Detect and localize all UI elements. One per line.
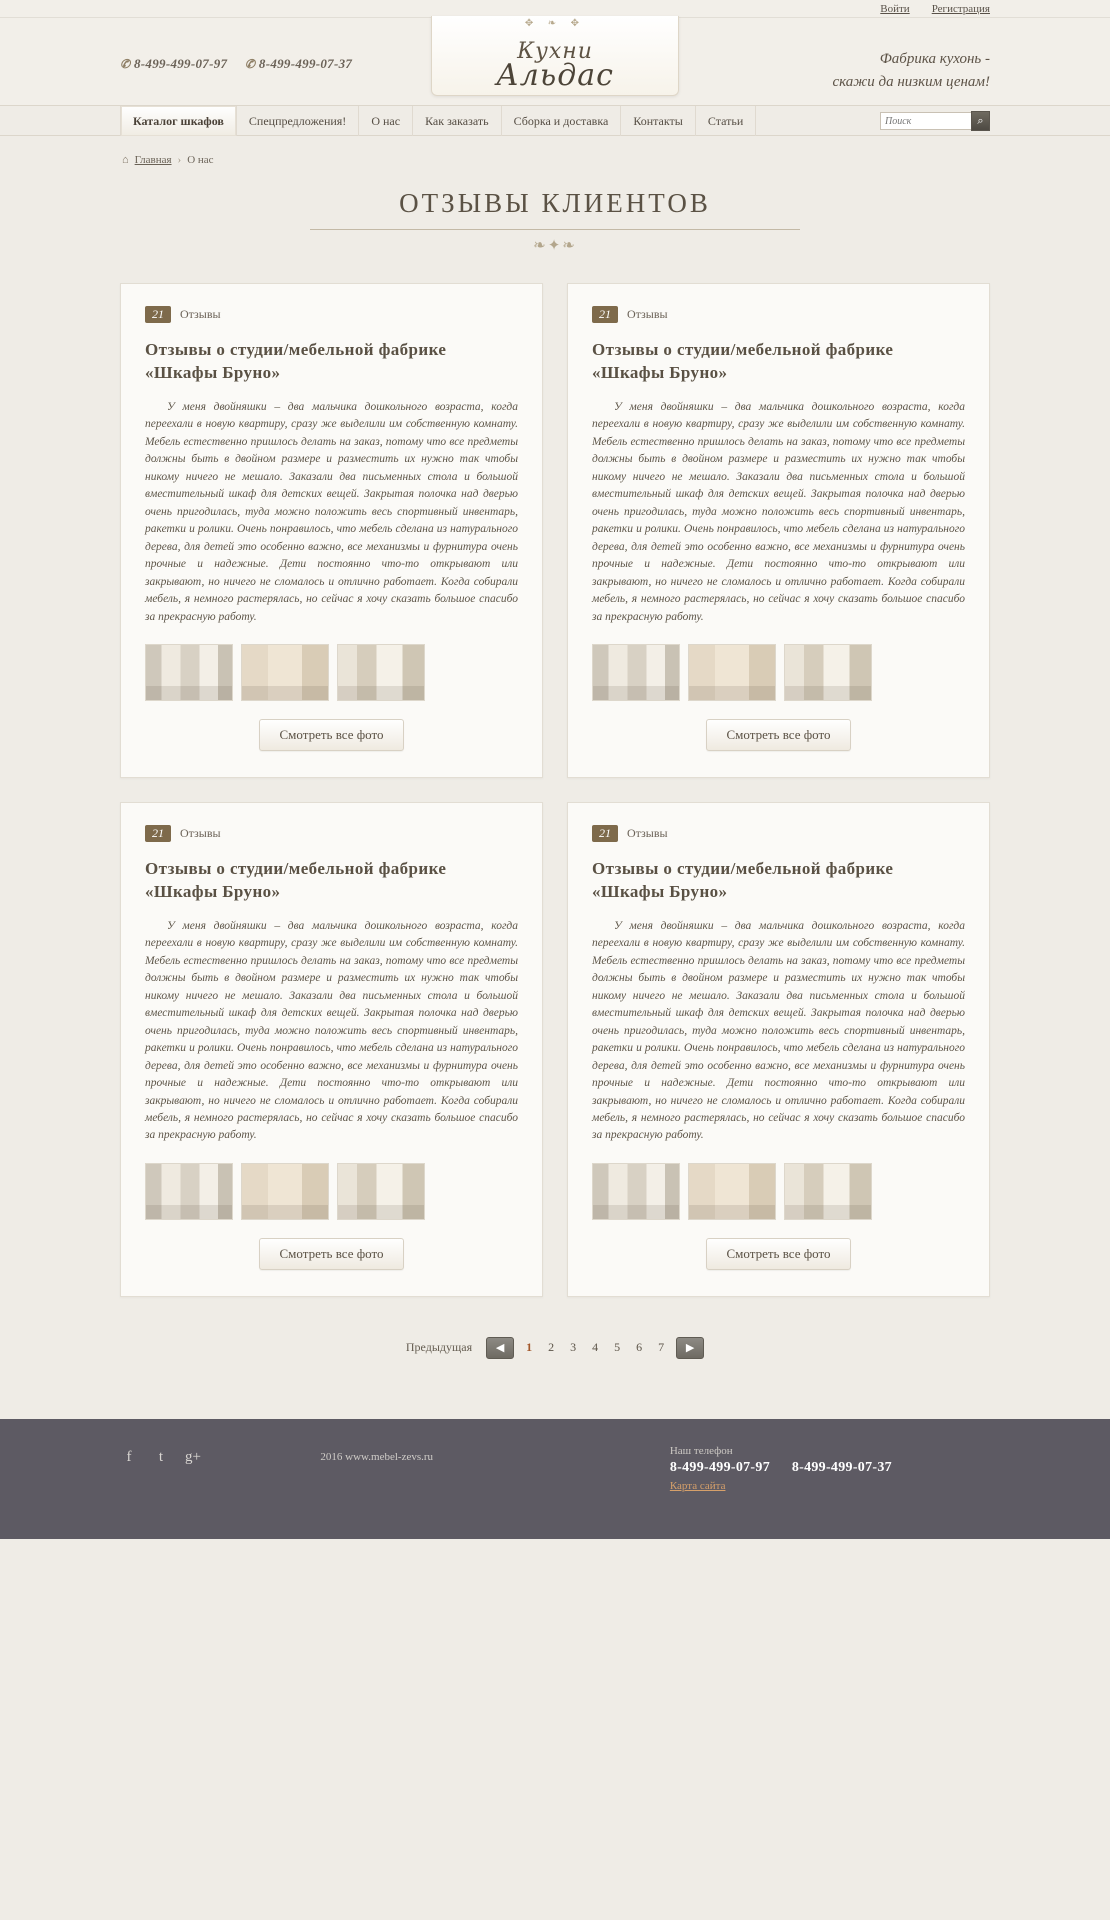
logo-line-1: Кухни (517, 39, 593, 64)
nav-item-label: Контакты (633, 113, 683, 128)
chevron-right-icon[interactable]: ▶ (676, 1337, 704, 1359)
review-count-badge: 21 (145, 306, 171, 323)
breadcrumb-separator: › (177, 154, 182, 166)
sitemap-link[interactable]: Карта сайта (669, 1479, 726, 1492)
slogan-line-1: Фабрика кухонь - (879, 51, 990, 67)
review-text: У меня двойняшки – два мальчика дошкольного возраста, когда переехали в новую квартиру, сразу же выделили им собственную комнату. Мебель естественно пришлось делать на заказ, потому что все предметы должны быть в двойном размере и разместить их нужно так чтобы никому ничего не мешало. Заказали два письменных стола и большой вместительный шкаф для детских вещей. Закрытая полочка над дверью очень пригодилась, туда можно положить весь спортивный инвентарь, ракетки и ролики. Очень понравилось, что мебель сделана из натурального дерева, для детей это особенно важно, все механизмы и фурнитура очень прочные и надежные. Дети постоянно что-то открывают или закрывают, но ничего не сломалось и отлично работает. Когда собирали мебель, я немного растерялась, но сейчас я хочу сказать большое спасибо за прекрасную работу. (592, 400, 965, 623)
pagination-page-7[interactable]: 7 (658, 1340, 665, 1355)
nav-item-label: Спецпредложения! (248, 113, 347, 128)
thumbnail-image[interactable] (145, 644, 233, 701)
thumbnail-image[interactable] (688, 644, 776, 701)
review-title: Отзывы о студии/мебельной фабрике «Шкафы Бруно» (145, 340, 447, 382)
search-icon[interactable]: ⌕ (971, 111, 990, 131)
chevron-left-icon[interactable]: ◀ (486, 1337, 514, 1359)
breadcrumb-home-link[interactable]: Главная (134, 154, 172, 166)
pagination-page-5[interactable]: 5 (614, 1340, 621, 1355)
review-card-header (145, 306, 518, 323)
review-card (567, 802, 990, 1297)
logo-line-2: Альдас (496, 58, 614, 93)
review-thumbnails (592, 1163, 965, 1220)
review-card-actions (592, 719, 965, 751)
review-badge-label: Отзывы (627, 307, 668, 321)
review-card-actions (592, 1238, 965, 1270)
thumbnail-image[interactable] (337, 1163, 425, 1220)
nav-item-label: Как заказать (425, 113, 489, 128)
header-slogan (832, 48, 990, 93)
header-phone-2[interactable] (245, 56, 352, 71)
pagination-page-6[interactable]: 6 (636, 1340, 643, 1355)
twitter-icon[interactable]: t (158, 1449, 164, 1466)
copyright-text: 2016 www.mebel-zevs.ru (320, 1450, 434, 1463)
review-badge-label: Отзывы (180, 307, 221, 321)
review-card-header (592, 825, 965, 842)
review-card-header (145, 825, 518, 842)
review-thumbnails (145, 644, 518, 701)
footer-phones (670, 1460, 910, 1476)
thumbnail-image[interactable] (592, 1163, 680, 1220)
title-ornament: ❧✦❧ (533, 238, 577, 254)
google-plus-icon[interactable]: g+ (185, 1449, 201, 1466)
page-title: ОТЗЫВЫ КЛИЕНТОВ (399, 188, 711, 218)
review-text: У меня двойняшки – два мальчика дошкольного возраста, когда переехали в новую квартиру, сразу же выделили им собственную комнату. Мебель естественно пришлось делать на заказ, потому что все предметы должны быть в двойном размере и разместить их нужно так чтобы никому ничего не мешало. Заказали два письменных стола и большой вместительный шкаф для детских вещей. Закрытая полочка над дверью очень пригодилась, туда можно положить весь спортивный инвентарь, ракетки и ролики. Очень понравилось, что мебель сделана из натурального дерева, для детей это особенно важно, все механизмы и фурнитура очень прочные и надежные. Дети постоянно что-то открывают или закрывают, но ничего не сломалось и отлично работает. Когда собирали мебель, я немного растерялась, но сейчас я хочу сказать большое спасибо за прекрасную работу. (592, 919, 965, 1142)
register-link[interactable]: Регистрация (931, 2, 990, 15)
review-card (120, 283, 543, 778)
site-header (0, 18, 1110, 106)
review-card-header (592, 306, 965, 323)
review-card-actions (145, 1238, 518, 1270)
footer-sitemap (670, 1480, 910, 1492)
reviews-grid (120, 283, 990, 1297)
nav-item-about[interactable] (359, 106, 413, 136)
view-all-photos-button[interactable]: Смотреть все фото (259, 1238, 405, 1270)
header-phone-1-value: 8-499-499-07-97 (134, 56, 228, 71)
review-badge-label: Отзывы (627, 825, 668, 840)
thumbnail-image[interactable] (784, 644, 872, 701)
footer-contacts (670, 1445, 990, 1492)
nav-item-label: Сборка и доставка (513, 113, 609, 128)
site-logo[interactable] (431, 16, 679, 96)
phone-icon: ✆ (120, 57, 131, 71)
nav-item-contacts[interactable] (621, 106, 696, 136)
site-footer (0, 1419, 1110, 1539)
nav-item-assembly-delivery[interactable] (502, 106, 622, 136)
breadcrumb (120, 154, 990, 166)
slogan-line-2: скажи да низким ценам! (832, 73, 990, 90)
review-thumbnails (592, 644, 965, 701)
pagination-page-1[interactable]: 1 (526, 1340, 533, 1355)
review-count-badge: 21 (145, 825, 171, 842)
phone-icon: ✆ (244, 57, 256, 71)
login-link[interactable]: Войти (880, 2, 910, 15)
nav-item-how-to-order[interactable] (413, 106, 502, 136)
review-title: Отзывы о студии/мебельной фабрике «Шкафы Бруно» (592, 858, 894, 901)
pagination (120, 1337, 990, 1359)
thumbnail-image[interactable] (241, 644, 329, 701)
thumbnail-image[interactable] (592, 644, 680, 701)
view-all-photos-button[interactable]: Смотреть все фото (706, 719, 852, 751)
search-area (870, 106, 990, 136)
title-divider (310, 229, 800, 230)
nav-item-label: Статьи (707, 113, 744, 128)
nav-item-catalog[interactable] (120, 106, 237, 136)
nav-item-articles[interactable] (696, 106, 756, 136)
footer-phone-2[interactable]: 8-499-499-07-37 (791, 1459, 892, 1475)
nav-item-label: О нас (371, 113, 401, 128)
review-text: У меня двойняшки – два мальчика дошкольного возраста, когда переехали в новую квартиру, сразу же выделили им собственную комнату. Мебель естественно пришлось делать на заказ, потому что все предметы должны быть в двойном размере и разместить их нужно так чтобы никому ничего не мешало. Заказали два письменных стола и большой вместительный шкаф для детских вещей. Закрытая полочка над дверью очень пригодилась, туда можно положить весь спортивный инвентарь, ракетки и ролики. Очень понравилось, что мебель сделана из натурального дерева, для детей это особенно важно, все механизмы и фурнитура очень прочные и надежные. Дети постоянно что-то открывают или закрывают, но ничего не сломалось и отлично работает. Когда собирали мебель, я немного растерялась, но сейчас я хочу сказать большое спасибо за прекрасную работу. (145, 919, 518, 1142)
thumbnail-image[interactable] (145, 1163, 233, 1220)
thumbnail-image[interactable] (688, 1163, 776, 1220)
header-phone-2-value: 8-499-499-07-37 (258, 56, 353, 71)
pagination-page-3[interactable]: 3 (570, 1340, 577, 1355)
social-links (120, 1449, 202, 1467)
review-count-badge: 21 (592, 825, 618, 842)
nav-item-special-offers[interactable] (237, 106, 359, 136)
review-badge-label: Отзывы (180, 825, 221, 840)
logo-ornament-top: ✥ ❧ ✥ (524, 18, 586, 29)
header-phone-1[interactable] (120, 56, 231, 71)
review-card (120, 802, 543, 1297)
review-thumbnails (145, 1163, 518, 1220)
facebook-icon[interactable]: f (126, 1449, 132, 1466)
home-icon: ⌂ (122, 154, 129, 166)
thumbnail-image[interactable] (241, 1163, 329, 1220)
thumbnail-image[interactable] (337, 644, 425, 701)
view-all-photos-button[interactable]: Смотреть все фото (706, 1238, 852, 1270)
footer-phone-label: Наш телефон (669, 1444, 733, 1457)
thumbnail-image[interactable] (784, 1163, 872, 1220)
footer-phone-1[interactable]: 8-499-499-07-97 (669, 1459, 770, 1475)
nav-item-label: Каталог шкафов (133, 113, 224, 128)
review-count-badge: 21 (592, 306, 618, 323)
pagination-page-2[interactable]: 2 (548, 1340, 555, 1355)
search-input[interactable] (880, 112, 972, 130)
main-navigation-bar (0, 106, 1110, 136)
review-card (567, 283, 990, 778)
pagination-page-4[interactable]: 4 (592, 1340, 599, 1355)
pagination-prev-label[interactable]: Предыдущая (405, 1340, 473, 1355)
page-content (120, 136, 990, 1359)
review-card-actions (145, 719, 518, 751)
breadcrumb-current: О нас (187, 154, 214, 166)
header-phones (120, 56, 366, 72)
view-all-photos-button[interactable]: Смотреть все фото (259, 719, 405, 751)
review-title: Отзывы о студии/мебельной фабрике «Шкафы Бруно» (592, 340, 894, 382)
review-title: Отзывы о студии/мебельной фабрике «Шкафы Бруно» (145, 858, 447, 901)
review-text: У меня двойняшки – два мальчика дошкольного возраста, когда переехали в новую квартиру, сразу же выделили им собственную комнату. Мебель естественно пришлось делать на заказ, потому что все предметы должны быть в двойном размере и разместить их нужно так чтобы никому ничего не мешало. Заказали два письменных стола и большой вместительный шкаф для детских вещей. Закрытая полочка над дверью очень пригодилась, туда можно положить весь спортивный инвентарь, ракетки и ролики. Очень понравилось, что мебель сделана из натурального дерева, для детей это особенно важно, все механизмы и фурнитура очень прочные и надежные. Дети постоянно что-то открывают или закрывают, но ничего не сломалось и отлично работает. Когда собирали мебель, я немного растерялась, но сейчас я хочу сказать большое спасибо за прекрасную работу. (145, 400, 518, 623)
